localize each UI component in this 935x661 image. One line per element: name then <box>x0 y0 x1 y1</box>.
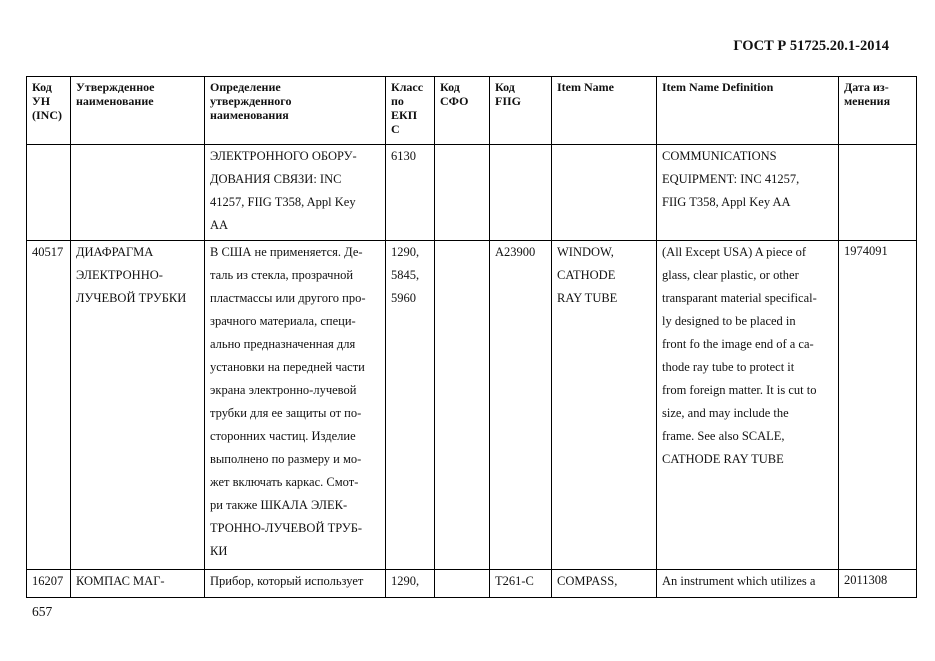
column-header-fiig <box>490 77 552 145</box>
cell-text-line: WINDOW, <box>557 245 614 259</box>
cell-text-line: КИ <box>210 544 228 558</box>
table-row <box>27 570 917 598</box>
cell-class <box>386 145 435 241</box>
cell-text-line: УН <box>32 94 51 108</box>
cell-text-line: 40517 <box>32 245 64 259</box>
cell-text-line: Item Name <box>557 80 614 94</box>
cell-text-line: пластмассы или другого про- <box>210 291 366 305</box>
cell-text-line: CATHODE RAY TUBE <box>662 452 784 466</box>
column-header-item-definition <box>657 77 839 145</box>
cell-text-line: 1290, <box>391 574 420 588</box>
cell-text-line: Определение <box>210 80 281 94</box>
cell-text-line: С <box>391 122 400 136</box>
cell-text-line: Класс <box>391 80 424 94</box>
cell-item-name <box>552 570 657 598</box>
cell-text-line: наименования <box>210 108 289 122</box>
cell-text-line: установки на передней части <box>210 360 365 374</box>
cell-text-line: зрачного материала, специ- <box>210 314 356 328</box>
cell-text-line: выполнено по размеру и мо- <box>210 452 362 466</box>
cell-text-line: frame. See also SCALE, <box>662 429 785 443</box>
cell-text-line: 5845, <box>391 268 420 282</box>
cell-text-line: по <box>391 94 404 108</box>
cell-text-line: жет включать каркас. Смот- <box>210 475 359 489</box>
cell-text-line: An instrument which utilizes a <box>662 574 816 588</box>
cell-text-line: transparant material specifical- <box>662 291 817 305</box>
cell-fiig <box>490 145 552 241</box>
cell-text-line: Утвержденное <box>76 80 155 94</box>
table-row <box>27 145 917 241</box>
column-header-date <box>839 77 917 145</box>
cell-text-line: RAY TUBE <box>557 291 618 305</box>
cell-text-line: сторонних частиц. Изделие <box>210 429 356 443</box>
cell-fiig <box>490 241 552 570</box>
cell-text-line: thode ray tube to protect it <box>662 360 795 374</box>
cell-text-line: КОМПАС МАГ- <box>76 574 165 588</box>
cell-text-line: В США не применяется. Де- <box>210 245 363 259</box>
cell-inc <box>27 145 71 241</box>
cell-date <box>839 145 917 241</box>
cell-text-line: Item Name Definition <box>662 80 774 94</box>
cell-sfo <box>435 241 490 570</box>
cell-text-line: Код <box>440 80 460 94</box>
cell-text-line: Дата из- <box>844 80 889 94</box>
cell-text-line: 1290, <box>391 245 420 259</box>
cell-sfo <box>435 570 490 598</box>
cell-text-line: ЭЛЕКТРОННОГО ОБОРУ- <box>210 149 357 163</box>
cell-text-line: Прибор, который использует <box>210 574 364 588</box>
column-header-item-name <box>552 77 657 145</box>
cell-text-line: менения <box>844 94 891 108</box>
cell-date <box>839 241 917 570</box>
cell-text-line: ри также ШКАЛА ЭЛЕК- <box>210 498 348 512</box>
cell-text-line: ЕКП <box>391 108 418 122</box>
cell-text-line: AA <box>210 218 229 232</box>
cell-text-line: 41257, FIIG T358, Appl Key <box>210 195 356 209</box>
cell-text-line: (INC) <box>32 108 62 122</box>
cell-item-definition <box>657 145 839 241</box>
cell-definition <box>205 145 386 241</box>
cell-text-line: экрана электронно-лучевой <box>210 383 357 397</box>
cell-text-line: 16207 <box>32 574 64 588</box>
cell-name <box>71 145 205 241</box>
cell-text-line: трубки для ее защиты от по- <box>210 406 362 420</box>
cell-inc <box>27 241 71 570</box>
cell-text-line: ly designed to be placed in <box>662 314 796 328</box>
cell-text-line: EQUIPMENT: INC 41257, <box>662 172 800 186</box>
data-table <box>26 76 917 598</box>
column-header-sfo <box>435 77 490 145</box>
column-header-name <box>71 77 205 145</box>
cell-text-line: таль из стекла, прозрачной <box>210 268 354 282</box>
cell-name <box>71 570 205 598</box>
cell-text-line: Код <box>32 80 52 94</box>
cell-text-line: Код <box>495 80 515 94</box>
cell-text-line: ДОВАНИЯ СВЯЗИ: INC <box>210 172 342 186</box>
cell-text-line: 1974091 <box>844 244 888 258</box>
cell-text-line: СФО <box>440 94 469 108</box>
cell-text-line: COMPASS, <box>557 574 618 588</box>
cell-item-name <box>552 145 657 241</box>
cell-text-line: FIIG <box>495 94 522 108</box>
cell-text-line: from foreign matter. It is cut to <box>662 383 817 397</box>
cell-text-line: CATHODE <box>557 268 616 282</box>
cell-text-line: size, and may include the <box>662 406 789 420</box>
cell-class <box>386 241 435 570</box>
header-row <box>27 77 917 145</box>
document-header: ГОСТ Р 51725.20.1-2014 <box>733 38 889 54</box>
cell-definition <box>205 241 386 570</box>
table-row <box>27 241 917 570</box>
page-number: 657 <box>32 604 53 619</box>
cell-text-line: ДИАФРАГМА <box>76 245 154 259</box>
cell-text-line: FIIG T358, Appl Key AA <box>662 195 791 209</box>
cell-text-line: T261-C <box>495 574 534 588</box>
cell-item-definition <box>657 241 839 570</box>
cell-definition <box>205 570 386 598</box>
cell-name <box>71 241 205 570</box>
cell-text-line: front fo the image end of a ca- <box>662 337 814 351</box>
cell-text-line: ЛУЧЕВОЙ ТРУБКИ <box>76 291 187 305</box>
cell-sfo <box>435 145 490 241</box>
cell-text-line: 5960 <box>391 291 416 305</box>
cell-text-line: 6130 <box>391 149 416 163</box>
cell-date <box>839 570 917 598</box>
cell-text-line: наименование <box>76 94 154 108</box>
cell-text-line: COMMUNICATIONS <box>662 149 777 163</box>
cell-text-line: ально предназначенная для <box>210 337 356 351</box>
column-header-definition <box>205 77 386 145</box>
column-header-class <box>386 77 435 145</box>
cell-text-line: утвержденного <box>210 94 292 108</box>
cell-text-line: A23900 <box>495 245 536 259</box>
cell-class <box>386 570 435 598</box>
cell-text-line: ТРОННО-ЛУЧЕВОЙ ТРУБ- <box>210 521 363 535</box>
cell-text-line: ЭЛЕКТРОННО- <box>76 268 163 282</box>
cell-text-line: glass, clear plastic, or other <box>662 268 799 282</box>
cell-item-name <box>552 241 657 570</box>
cell-inc <box>27 570 71 598</box>
column-header-inc <box>27 77 71 145</box>
cell-text-line: 2011308 <box>844 573 888 587</box>
cell-item-definition <box>657 570 839 598</box>
cell-text-line: (All Except USA) A piece of <box>662 245 807 259</box>
cell-fiig <box>490 570 552 598</box>
